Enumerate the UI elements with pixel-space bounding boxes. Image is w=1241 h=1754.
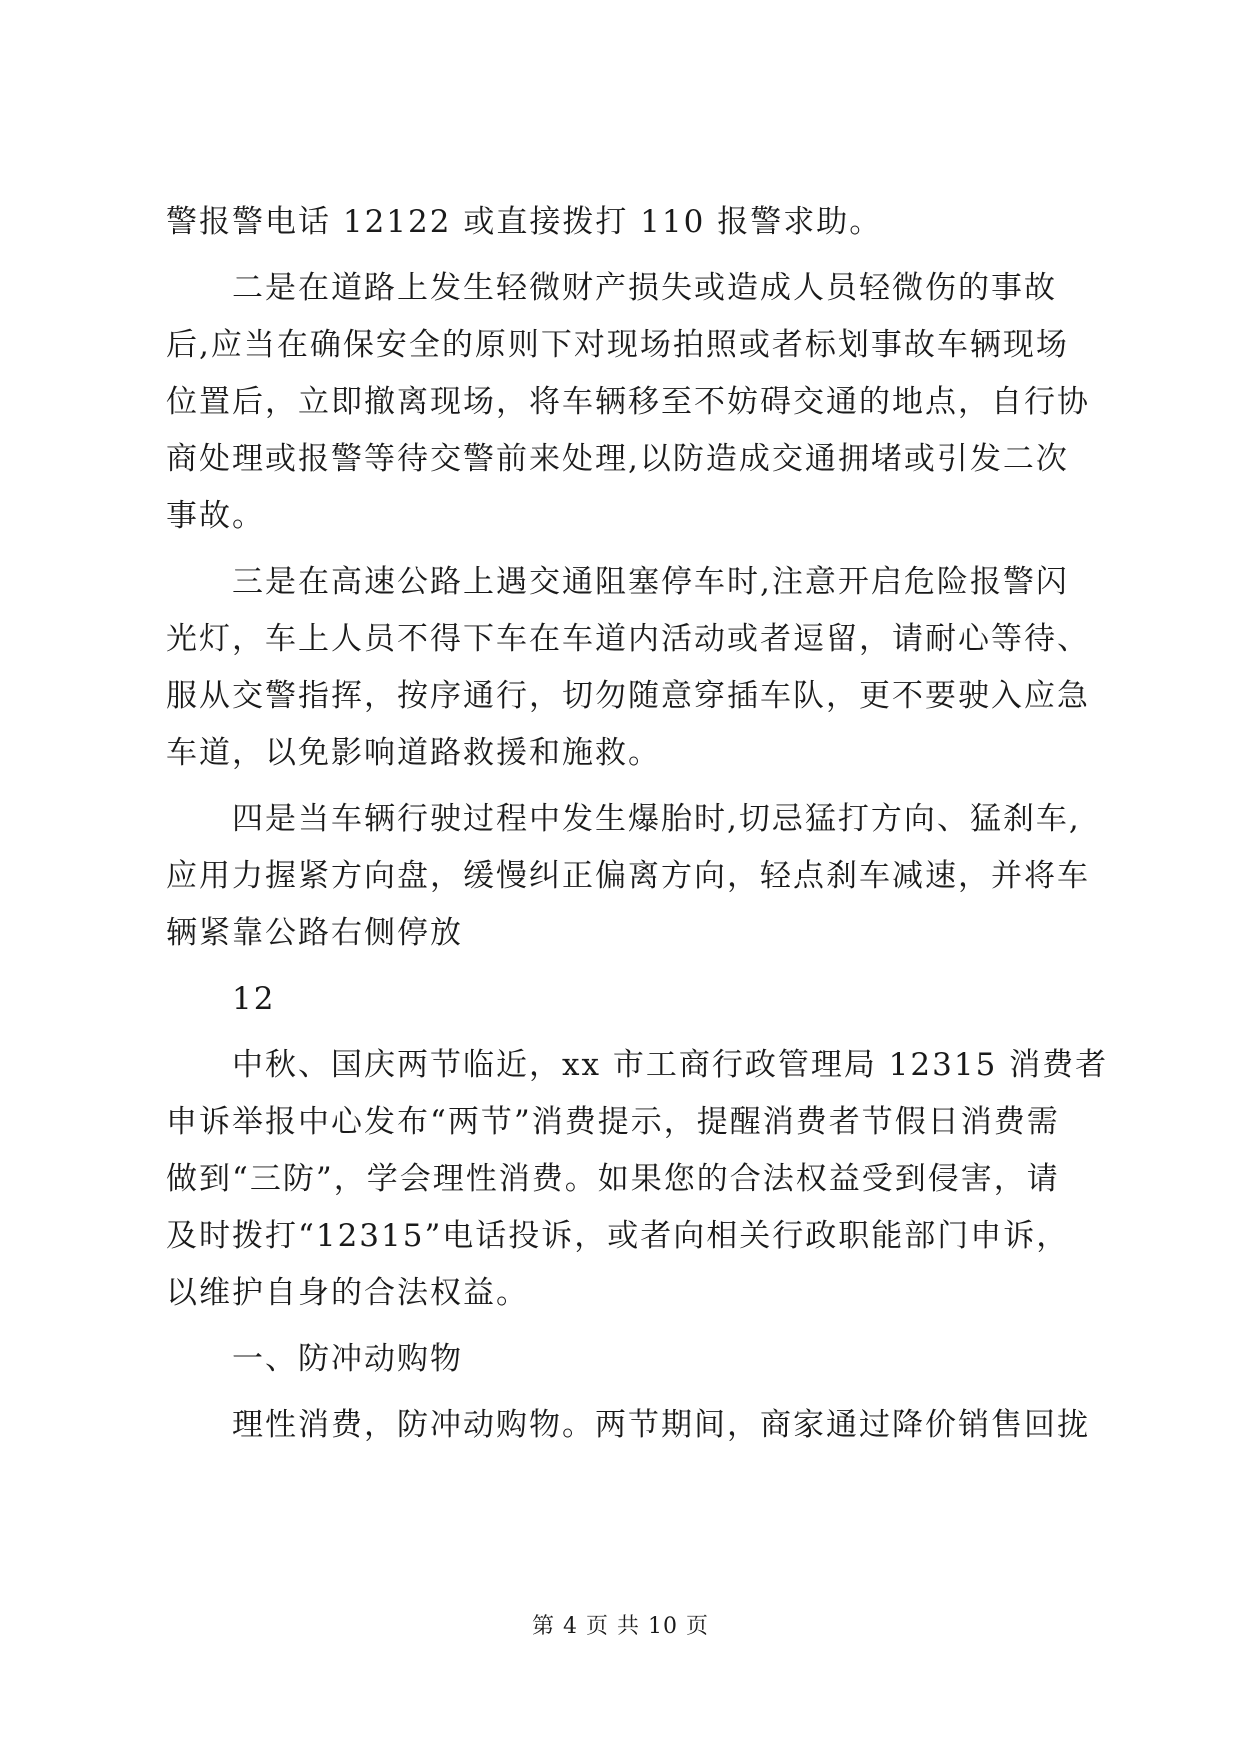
text-line: 应用力握紧方向盘，缓慢纠正偏离方向，轻点刹车减速，并将车 [166,858,1090,894]
section-number: 12 [232,981,276,1017]
text-line: 以维护自身的合法权益。 [166,1275,529,1311]
paragraph-start: 四是当车辆行驶过程中发生爆胎时,切忌猛打方向、猛刹车, [232,801,1081,837]
text-line: 服从交警指挥，按序通行，切勿随意穿插车队，更不要驶入应急 [166,678,1090,714]
text-line: 申诉举报中心发布“两节”消费提示，提醒消费者节假日消费需 [166,1104,1060,1140]
section-heading: 一、防冲动购物 [232,1341,463,1377]
text-line: 商处理或报警等待交警前来处理,以防造成交通拥堵或引发二次 [166,441,1069,477]
text-line: 后,应当在确保安全的原则下对现场拍照或者标划事故车辆现场 [166,327,1069,363]
text-line: 光灯，车上人员不得下车在车道内活动或者逗留，请耐心等待、 [166,621,1090,657]
text-line: 及时拨打“12315”电话投诉，或者向相关行政职能部门申诉， [166,1218,1070,1254]
paragraph-start: 中秋、国庆两节临近，xx 市工商行政管理局 12315 消费者 [232,1047,1109,1083]
text-line: 做到“三防”，学会理性消费。如果您的合法权益受到侵害，请 [166,1161,1060,1197]
text-line: 车道，以免影响道路救援和施救。 [166,735,661,771]
paragraph-start: 三是在高速公路上遇交通阻塞停车时,注意开启危险报警闪 [232,564,1069,600]
text-line: 事故。 [166,498,265,534]
paragraph-start: 二是在道路上发生轻微财产损失或造成人员轻微伤的事故 [232,270,1057,306]
page-footer: 第 4 页 共 10 页 [532,1614,709,1639]
text-line: 辆紧靠公路右侧停放 [166,915,463,951]
text-line: 位置后，立即撤离现场，将车辆移至不妨碍交通的地点，自行协 [166,384,1090,420]
text-line: 警报警电话 12122 或直接拨打 110 报警求助。 [166,204,883,240]
paragraph-start: 理性消费，防冲动购物。两节期间，商家通过降价销售回拢 [232,1407,1090,1443]
